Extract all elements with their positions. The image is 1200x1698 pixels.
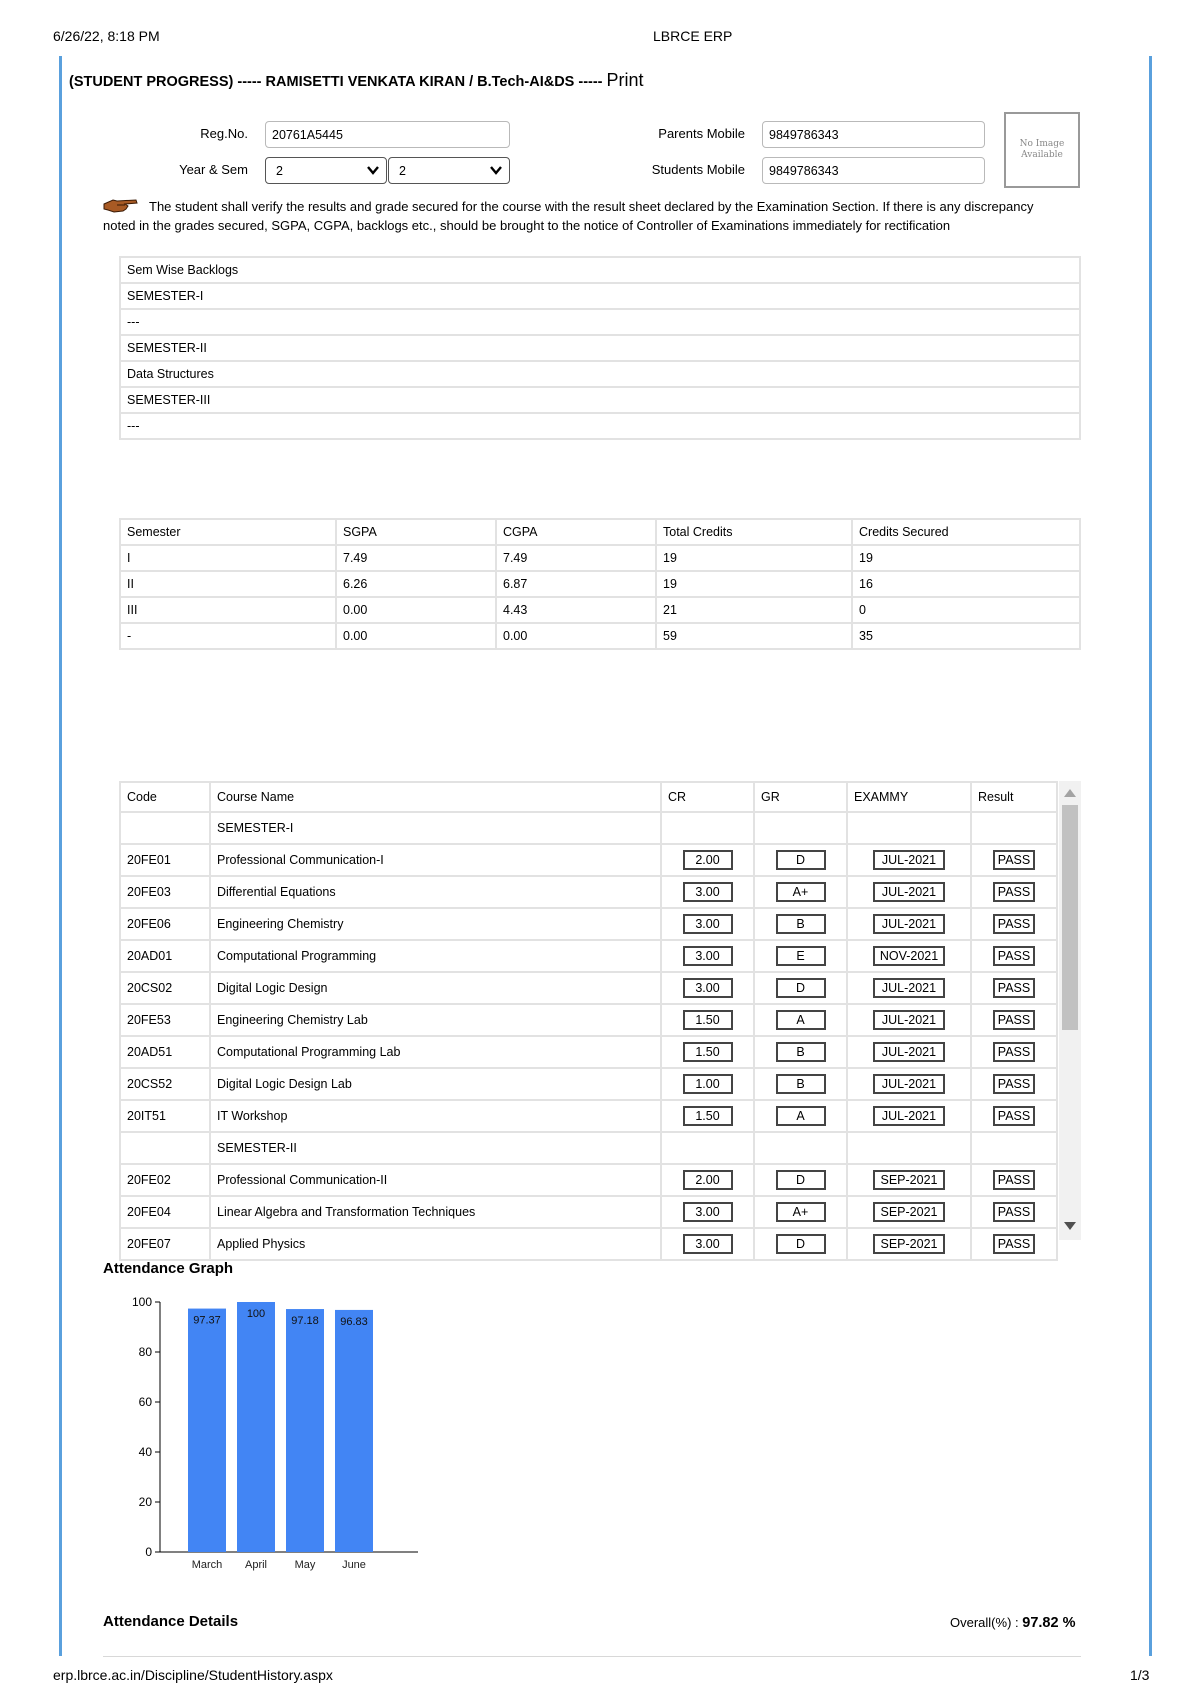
- credit-box: 3.00: [683, 1202, 733, 1222]
- table-header-row: [120, 519, 1080, 545]
- table-row: [120, 387, 1080, 413]
- result-box: PASS: [993, 882, 1035, 902]
- result-box: PASS: [993, 1170, 1035, 1190]
- table-row: [120, 257, 1080, 283]
- sem-select[interactable]: [388, 157, 510, 184]
- table-cell: Linear Algebra and Transformation Techniques: [210, 1196, 661, 1228]
- attendance-bar-chart: [118, 1282, 428, 1582]
- table-row: [120, 1164, 1057, 1196]
- table-cell: [971, 1196, 1057, 1228]
- table-cell: 20CS52: [120, 1068, 210, 1100]
- table-cell: 20FE03: [120, 876, 210, 908]
- table-cell: II: [120, 571, 336, 597]
- table-cell: 20FE01: [120, 844, 210, 876]
- grade-box: D: [776, 1170, 826, 1190]
- table-cell: Applied Physics: [210, 1228, 661, 1260]
- semester-row: [120, 1132, 1057, 1164]
- grade-box: A: [776, 1106, 826, 1126]
- table-cell: I: [120, 545, 336, 571]
- column-header: CR: [661, 782, 754, 812]
- column-header: CGPA: [496, 519, 656, 545]
- table-row: [120, 1036, 1057, 1068]
- table-cell: [661, 908, 754, 940]
- table-cell: Differential Equations: [210, 876, 661, 908]
- table-cell: 0.00: [336, 597, 496, 623]
- grade-box: A+: [776, 1202, 826, 1222]
- overall-value: 97.82 %: [1022, 1615, 1076, 1631]
- column-header: Code: [120, 782, 210, 812]
- backlogs-header: Sem Wise Backlogs: [120, 257, 1080, 283]
- table-cell: [661, 876, 754, 908]
- footer-url: erp.lbrce.ac.in/Discipline/StudentHistory.aspx: [53, 1667, 333, 1683]
- table-cell: 20FE07: [120, 1228, 210, 1260]
- table-cell: [847, 1100, 971, 1132]
- table-cell: III: [120, 597, 336, 623]
- grade-box: D: [776, 978, 826, 998]
- table-row: [120, 844, 1057, 876]
- table-cell: 0: [852, 597, 1080, 623]
- table-cell: [754, 1100, 847, 1132]
- table-cell: [661, 812, 754, 844]
- notice-text: The student shall verify the results and grade secured for the course with the result sheet declared by the Examination Section. If there is any discrepancy noted in the grades secured, SGPA, CGPA, backlogs etc., should be brought to the notice of Controller of Examinations immediately for rectification: [103, 199, 1034, 233]
- table-cell: 20FE06: [120, 908, 210, 940]
- table-cell: Computational Programming: [210, 940, 661, 972]
- table-cell: [971, 844, 1057, 876]
- table-cell: [754, 908, 847, 940]
- table-row: [120, 1196, 1057, 1228]
- attendance-bar: [335, 1310, 373, 1552]
- table-cell: 7.49: [336, 545, 496, 571]
- table-cell: 19: [656, 571, 852, 597]
- table-header-row: [120, 782, 1057, 812]
- table-cell: 20IT51: [120, 1100, 210, 1132]
- credit-box: 3.00: [683, 1234, 733, 1254]
- table-row: [120, 283, 1080, 309]
- table-cell: 0.00: [496, 623, 656, 649]
- course-results-table: [119, 781, 1058, 1261]
- attendance-graph-title: Attendance Graph: [103, 1260, 234, 1277]
- table-cell: [847, 1036, 971, 1068]
- bar-value-label: 100: [246, 1308, 266, 1320]
- table-cell: [754, 972, 847, 1004]
- table-cell: -: [120, 623, 336, 649]
- table-row: [120, 309, 1080, 335]
- table-cell: [971, 1036, 1057, 1068]
- backlog-cell: Data Structures: [120, 361, 1080, 387]
- table-cell: [971, 1068, 1057, 1100]
- grade-box: B: [776, 1074, 826, 1094]
- print-datetime: 6/26/22, 8:18 PM: [53, 28, 160, 44]
- exam-month-box: JUL-2021: [873, 978, 945, 998]
- footer-divider: [103, 1656, 1081, 1657]
- table-cell: 4.43: [496, 597, 656, 623]
- result-box: PASS: [993, 978, 1035, 998]
- table-cell: [661, 1036, 754, 1068]
- page-border-right: [1149, 56, 1152, 1656]
- table-row: [120, 413, 1080, 439]
- table-cell: [754, 1004, 847, 1036]
- table-row: [120, 876, 1057, 908]
- parents-mobile-input[interactable]: 9849786343: [762, 121, 985, 148]
- exam-month-box: JUL-2021: [873, 1106, 945, 1126]
- table-row: [120, 545, 1080, 571]
- table-cell: Digital Logic Design Lab: [210, 1068, 661, 1100]
- regno-input[interactable]: 20761A5445: [265, 121, 510, 148]
- result-box: PASS: [993, 1106, 1035, 1126]
- backlog-cell: SEMESTER-I: [120, 283, 1080, 309]
- table-cell: [754, 1164, 847, 1196]
- column-header: Course Name: [210, 782, 661, 812]
- column-header: GR: [754, 782, 847, 812]
- table-cell: 16: [852, 571, 1080, 597]
- table-cell: [847, 812, 971, 844]
- page-border-left: [59, 56, 62, 1656]
- table-cell: [847, 1004, 971, 1036]
- table-cell: [847, 876, 971, 908]
- table-cell: [754, 876, 847, 908]
- column-header: SGPA: [336, 519, 496, 545]
- print-link[interactable]: Print: [606, 70, 644, 90]
- footer-page-number: 1/3: [1130, 1667, 1150, 1683]
- bar-value-label: 96.83: [340, 1315, 368, 1328]
- table-row: [120, 1100, 1057, 1132]
- credit-box: 2.00: [683, 1170, 733, 1190]
- y-tick-label: 0: [145, 1545, 152, 1559]
- student-progress-title: (STUDENT PROGRESS) ----- RAMISETTI VENKATA KIRAN / B.Tech-AI&DS -----: [69, 74, 603, 90]
- y-tick-label: 60: [138, 1395, 152, 1409]
- table-cell: [754, 1132, 847, 1164]
- credit-box: 1.50: [683, 1042, 733, 1062]
- table-row: [120, 597, 1080, 623]
- parents-mobile-label: Parents Mobile: [658, 126, 745, 141]
- table-cell: [661, 972, 754, 1004]
- table-cell: [754, 844, 847, 876]
- exam-month-box: JUL-2021: [873, 850, 945, 870]
- grade-box: A+: [776, 882, 826, 902]
- table-row: [120, 1068, 1057, 1100]
- table-cell: 20FE53: [120, 1004, 210, 1036]
- table-cell: [661, 844, 754, 876]
- exam-month-box: SEP-2021: [873, 1234, 945, 1254]
- table-cell: 21: [656, 597, 852, 623]
- students-mobile-label: Students Mobile: [651, 162, 745, 177]
- y-tick-label: 20: [138, 1495, 152, 1509]
- table-cell: 19: [656, 545, 852, 571]
- table-cell: [847, 1196, 971, 1228]
- table-cell: [971, 1164, 1057, 1196]
- table-cell: 20FE02: [120, 1164, 210, 1196]
- grade-box: E: [776, 946, 826, 966]
- table-cell: [754, 940, 847, 972]
- table-cell: Digital Logic Design: [210, 972, 661, 1004]
- table-cell: [971, 1132, 1057, 1164]
- y-tick-label: 100: [131, 1295, 152, 1309]
- backlog-cell: SEMESTER-II: [120, 335, 1080, 361]
- result-box: PASS: [993, 1074, 1035, 1094]
- exam-month-box: JUL-2021: [873, 1042, 945, 1062]
- table-cell: [847, 1164, 971, 1196]
- backlog-cell: SEMESTER-III: [120, 387, 1080, 413]
- table-cell: 20FE04: [120, 1196, 210, 1228]
- table-cell: [847, 972, 971, 1004]
- credit-box: 2.00: [683, 850, 733, 870]
- pointing-hand-icon: [103, 197, 139, 213]
- table-cell: [754, 1196, 847, 1228]
- sem-select-value: 2: [399, 164, 406, 178]
- credit-box: 3.00: [683, 882, 733, 902]
- x-category-label: May: [294, 1559, 316, 1571]
- result-box: PASS: [993, 1010, 1035, 1030]
- table-row: [120, 972, 1057, 1004]
- grade-box: B: [776, 914, 826, 934]
- table-cell: [754, 1036, 847, 1068]
- table-cell: [120, 1132, 210, 1164]
- table-cell: Engineering Chemistry Lab: [210, 1004, 661, 1036]
- table-cell: 20AD01: [120, 940, 210, 972]
- table-cell: 6.26: [336, 571, 496, 597]
- table-cell: [971, 1004, 1057, 1036]
- grade-box: B: [776, 1042, 826, 1062]
- column-header: Result: [971, 782, 1057, 812]
- exam-month-box: JUL-2021: [873, 882, 945, 902]
- table-cell: 7.49: [496, 545, 656, 571]
- table-cell: 0.00: [336, 623, 496, 649]
- table-row: [120, 940, 1057, 972]
- year-select[interactable]: [265, 157, 387, 184]
- table-cell: [847, 940, 971, 972]
- table-row: [120, 361, 1080, 387]
- table-cell: 20AD51: [120, 1036, 210, 1068]
- table-cell: [971, 812, 1057, 844]
- course-table-scrollbar[interactable]: [1059, 781, 1081, 1240]
- attendance-bar: [286, 1309, 324, 1552]
- attendance-bar: [237, 1302, 275, 1552]
- table-cell: 35: [852, 623, 1080, 649]
- x-category-label: June: [342, 1559, 366, 1571]
- credit-box: 1.00: [683, 1074, 733, 1094]
- result-box: PASS: [993, 946, 1035, 966]
- exam-month-box: SEP-2021: [873, 1170, 945, 1190]
- scrollbar-thumb[interactable]: [1062, 805, 1078, 1030]
- table-cell: [120, 812, 210, 844]
- table-cell: [971, 876, 1057, 908]
- exam-month-box: JUL-2021: [873, 914, 945, 934]
- table-cell: 59: [656, 623, 852, 649]
- result-box: PASS: [993, 850, 1035, 870]
- table-cell: [661, 1068, 754, 1100]
- chevron-down-icon: [489, 163, 503, 177]
- x-category-label: April: [244, 1559, 268, 1571]
- column-header: Credits Secured: [852, 519, 1080, 545]
- bar-value-label: 97.18: [291, 1315, 319, 1328]
- column-header: EXAMMY: [847, 782, 971, 812]
- backlog-cell: ---: [120, 413, 1080, 439]
- x-category-label: March: [191, 1559, 223, 1571]
- table-cell: [661, 1196, 754, 1228]
- year-sem-label: Year & Sem: [179, 162, 248, 177]
- credit-box: 3.00: [683, 946, 733, 966]
- table-cell: [661, 1228, 754, 1260]
- table-cell: 19: [852, 545, 1080, 571]
- semester-label: SEMESTER-I: [210, 812, 661, 844]
- table-cell: IT Workshop: [210, 1100, 661, 1132]
- y-tick-label: 80: [138, 1345, 152, 1359]
- table-cell: [971, 972, 1057, 1004]
- verification-notice: [103, 197, 1063, 235]
- table-cell: [971, 1100, 1057, 1132]
- chevron-down-icon: [366, 163, 380, 177]
- table-row: [120, 623, 1080, 649]
- table-cell: 6.87: [496, 571, 656, 597]
- sgpa-cgpa-table: [119, 518, 1081, 650]
- scroll-down-icon[interactable]: [1063, 1221, 1077, 1231]
- table-cell: [754, 1068, 847, 1100]
- exam-month-box: JUL-2021: [873, 1074, 945, 1094]
- table-row: [120, 908, 1057, 940]
- exam-month-box: NOV-2021: [873, 946, 945, 966]
- backlog-cell: ---: [120, 309, 1080, 335]
- page-title: [69, 70, 644, 91]
- result-box: PASS: [993, 914, 1035, 934]
- table-cell: Computational Programming Lab: [210, 1036, 661, 1068]
- scroll-up-icon[interactable]: [1063, 788, 1077, 798]
- table-row: [120, 335, 1080, 361]
- table-cell: [661, 1004, 754, 1036]
- table-cell: [754, 1228, 847, 1260]
- overall-label: Overall(%) :: [950, 1615, 1019, 1630]
- table-cell: [661, 1100, 754, 1132]
- table-cell: [661, 1132, 754, 1164]
- grade-box: D: [776, 850, 826, 870]
- backlogs-table: [119, 256, 1081, 440]
- table-cell: [971, 908, 1057, 940]
- print-site-title: LBRCE ERP: [653, 28, 733, 44]
- table-cell: [847, 1068, 971, 1100]
- result-box: PASS: [993, 1202, 1035, 1222]
- table-cell: [847, 1228, 971, 1260]
- table-row: [120, 1004, 1057, 1036]
- table-cell: [847, 908, 971, 940]
- table-row: [120, 571, 1080, 597]
- table-cell: 20CS02: [120, 972, 210, 1004]
- regno-label: Reg.No.: [200, 126, 248, 141]
- overall-attendance: [950, 1615, 1075, 1631]
- y-tick-label: 40: [138, 1445, 152, 1459]
- table-cell: [847, 1132, 971, 1164]
- students-mobile-input[interactable]: 9849786343: [762, 157, 985, 184]
- table-cell: Professional Communication-II: [210, 1164, 661, 1196]
- course-table-container[interactable]: [119, 781, 1081, 1251]
- table-cell: [661, 940, 754, 972]
- photo-placeholder-text: No Image Available: [1019, 139, 1065, 160]
- credit-box: 1.50: [683, 1010, 733, 1030]
- year-select-value: 2: [276, 164, 283, 178]
- table-cell: [971, 940, 1057, 972]
- semester-label: SEMESTER-II: [210, 1132, 661, 1164]
- table-cell: [754, 812, 847, 844]
- credit-box: 3.00: [683, 914, 733, 934]
- table-cell: [971, 1228, 1057, 1260]
- result-box: PASS: [993, 1234, 1035, 1254]
- attendance-bar: [188, 1309, 226, 1552]
- credit-box: 3.00: [683, 978, 733, 998]
- grade-box: D: [776, 1234, 826, 1254]
- table-cell: [847, 844, 971, 876]
- semester-row: [120, 812, 1057, 844]
- student-photo: [1004, 112, 1080, 188]
- table-cell: Professional Communication-I: [210, 844, 661, 876]
- grade-box: A: [776, 1010, 826, 1030]
- exam-month-box: SEP-2021: [873, 1202, 945, 1222]
- result-box: PASS: [993, 1042, 1035, 1062]
- column-header: Total Credits: [656, 519, 852, 545]
- table-cell: [661, 1164, 754, 1196]
- attendance-details-title: Attendance Details: [103, 1613, 239, 1630]
- exam-month-box: JUL-2021: [873, 1010, 945, 1030]
- column-header: Semester: [120, 519, 336, 545]
- bar-value-label: 97.37: [193, 1314, 221, 1327]
- credit-box: 1.50: [683, 1106, 733, 1126]
- table-cell: Engineering Chemistry: [210, 908, 661, 940]
- table-row: [120, 1228, 1057, 1260]
